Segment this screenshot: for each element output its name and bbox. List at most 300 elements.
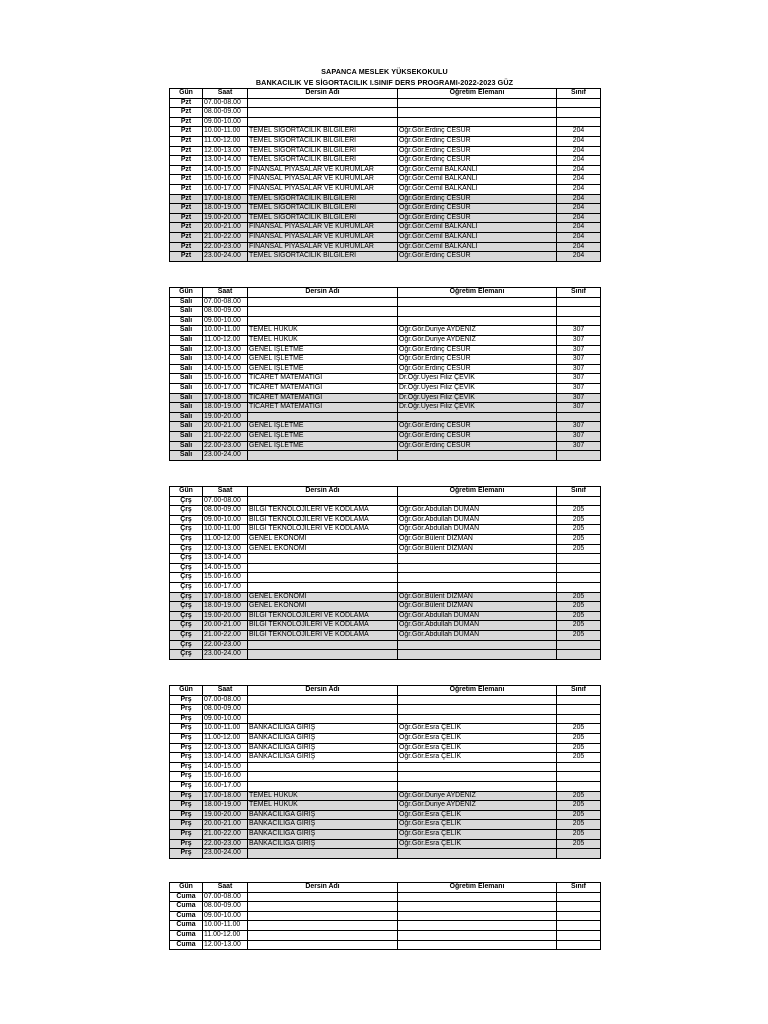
room-cell: 205: [557, 791, 601, 801]
instructor-cell: Öğr.Gör.Erdinç CESUR: [398, 213, 557, 223]
table-row: [170, 223, 601, 233]
day-cell: Salı: [170, 422, 203, 432]
time-cell: 19.00-20.00: [203, 810, 248, 820]
table-row: [170, 892, 601, 902]
time-cell: 19.00-20.00: [203, 213, 248, 223]
room-cell: 205: [557, 753, 601, 763]
table-row: [170, 136, 601, 146]
room-cell: [557, 640, 601, 650]
instructor-cell: Dr.Öğr.Üyesi Filiz ÇEVİK: [398, 393, 557, 403]
room-cell: 307: [557, 422, 601, 432]
time-cell: 09.00-10.00: [203, 515, 248, 525]
course-cell: TEMEL HUKUK: [248, 791, 398, 801]
course-cell: [248, 117, 398, 127]
day-cell: Cuma: [170, 921, 203, 931]
day-cell: Cuma: [170, 892, 203, 902]
day-cell: Prş: [170, 753, 203, 763]
table-row: [170, 573, 601, 583]
room-cell: 204: [557, 175, 601, 185]
course-cell: BİLGİ TEKNOLOJİLERİ VE KODLAMA: [248, 525, 398, 535]
day-cell: Salı: [170, 403, 203, 413]
schedule-table: [169, 486, 601, 660]
day-cell: Prş: [170, 714, 203, 724]
table-row: [170, 297, 601, 307]
course-cell: FİNANSAL PİYASALAR VE KURUMLAR: [248, 175, 398, 185]
room-cell: [557, 297, 601, 307]
instructor-cell: Öğr.Gör.Cemil BALKANLI: [398, 165, 557, 175]
table-row: [170, 506, 601, 516]
instructor-cell: [398, 940, 557, 950]
day-cell: Salı: [170, 316, 203, 326]
table-row: [170, 422, 601, 432]
time-cell: 23.00-24.00: [203, 252, 248, 262]
day-cell: Pzt: [170, 146, 203, 156]
time-cell: 13.00-14.00: [203, 753, 248, 763]
header-row: [170, 686, 601, 696]
course-cell: GENEL EKONOMİ: [248, 534, 398, 544]
room-cell: 307: [557, 383, 601, 393]
instructor-cell: Öğr.Gör.Esra ÇELİK: [398, 810, 557, 820]
room-cell: 204: [557, 156, 601, 166]
room-cell: [557, 582, 601, 592]
room-cell: 204: [557, 223, 601, 233]
time-cell: 08.00-09.00: [203, 307, 248, 317]
table-row: [170, 781, 601, 791]
course-cell: TEMEL SİGORTACILIK BİLGİLERİ: [248, 127, 398, 137]
instructor-cell: Öğr.Gör.Erdinç CESUR: [398, 422, 557, 432]
day-cell: Prş: [170, 743, 203, 753]
instructor-cell: [398, 563, 557, 573]
time-cell: 14.00-15.00: [203, 563, 248, 573]
time-cell: 12.00-13.00: [203, 743, 248, 753]
room-cell: 205: [557, 534, 601, 544]
room-cell: 205: [557, 506, 601, 516]
room-cell: [557, 714, 601, 724]
day-cell: Salı: [170, 326, 203, 336]
instructor-cell: [398, 705, 557, 715]
course-cell: [248, 297, 398, 307]
column-header: Gün: [170, 288, 203, 298]
time-cell: 17.00-18.00: [203, 592, 248, 602]
instructor-cell: Öğr.Gör.Erdinç CESUR: [398, 441, 557, 451]
time-cell: 20.00-21.00: [203, 422, 248, 432]
room-cell: 205: [557, 829, 601, 839]
room-cell: 205: [557, 515, 601, 525]
table-row: [170, 921, 601, 931]
room-cell: 205: [557, 525, 601, 535]
room-cell: 307: [557, 374, 601, 384]
time-cell: 17.00-18.00: [203, 194, 248, 204]
instructor-cell: [398, 911, 557, 921]
day-cell: Pzt: [170, 175, 203, 185]
course-cell: BANKACILIĞA GİRİŞ: [248, 829, 398, 839]
time-cell: 13.00-14.00: [203, 554, 248, 564]
instructor-cell: [398, 582, 557, 592]
time-cell: 17.00-18.00: [203, 393, 248, 403]
day-cell: Prş: [170, 733, 203, 743]
day-cell: Salı: [170, 441, 203, 451]
time-cell: 19.00-20.00: [203, 412, 248, 422]
course-cell: [248, 496, 398, 506]
instructor-cell: [398, 921, 557, 931]
day-cell: Çrş: [170, 582, 203, 592]
instructor-cell: [398, 640, 557, 650]
table-row: [170, 175, 601, 185]
room-cell: 204: [557, 165, 601, 175]
course-cell: FİNANSAL PİYASALAR VE KURUMLAR: [248, 242, 398, 252]
column-header: Saat: [203, 883, 248, 893]
time-cell: 10.00-11.00: [203, 127, 248, 137]
time-cell: 18.00-19.00: [203, 801, 248, 811]
course-cell: [248, 892, 398, 902]
course-cell: GENEL EKONOMİ: [248, 602, 398, 612]
course-cell: [248, 573, 398, 583]
instructor-cell: Öğr.Gör.Esra ÇELİK: [398, 724, 557, 734]
day-cell: Çrş: [170, 515, 203, 525]
room-cell: 205: [557, 839, 601, 849]
day-cell: Prş: [170, 801, 203, 811]
room-cell: 205: [557, 733, 601, 743]
instructor-cell: [398, 297, 557, 307]
day-cell: Prş: [170, 705, 203, 715]
room-cell: [557, 496, 601, 506]
time-cell: 13.00-14.00: [203, 355, 248, 365]
room-cell: [557, 940, 601, 950]
day-cell: Prş: [170, 820, 203, 830]
column-header: Gün: [170, 883, 203, 893]
course-cell: [248, 316, 398, 326]
room-cell: [557, 781, 601, 791]
time-cell: 12.00-13.00: [203, 345, 248, 355]
table-row: [170, 165, 601, 175]
table-row: [170, 431, 601, 441]
room-cell: 204: [557, 242, 601, 252]
time-cell: 09.00-10.00: [203, 117, 248, 127]
day-cell: Pzt: [170, 184, 203, 194]
course-cell: [248, 930, 398, 940]
day-cell: Pzt: [170, 117, 203, 127]
course-cell: TEMEL HUKUK: [248, 801, 398, 811]
course-cell: BİLGİ TEKNOLOJİLERİ VE KODLAMA: [248, 506, 398, 516]
course-cell: BANKACILIĞA GİRİŞ: [248, 743, 398, 753]
course-cell: GENEL İŞLETME: [248, 422, 398, 432]
day-cell: Çrş: [170, 630, 203, 640]
time-cell: 16.00-17.00: [203, 582, 248, 592]
time-cell: 16.00-17.00: [203, 184, 248, 194]
time-cell: 08.00-09.00: [203, 506, 248, 516]
day-cell: Salı: [170, 374, 203, 384]
course-cell: BANKACILIĞA GİRİŞ: [248, 753, 398, 763]
instructor-cell: Öğr.Gör.Erdinç CESUR: [398, 252, 557, 262]
time-cell: 16.00-17.00: [203, 383, 248, 393]
instructor-cell: [398, 98, 557, 108]
instructor-cell: Öğr.Gör.Duriye AYDENİZ: [398, 791, 557, 801]
column-header: Gün: [170, 686, 203, 696]
time-cell: 07.00-08.00: [203, 297, 248, 307]
instructor-cell: Öğr.Gör.Erdinç CESUR: [398, 345, 557, 355]
table-row: [170, 753, 601, 763]
day-cell: Salı: [170, 393, 203, 403]
room-cell: 205: [557, 743, 601, 753]
room-cell: [557, 451, 601, 461]
room-cell: [557, 921, 601, 931]
course-cell: [248, 695, 398, 705]
table-row: [170, 98, 601, 108]
day-cell: Cuma: [170, 940, 203, 950]
course-cell: TEMEL HUKUK: [248, 326, 398, 336]
instructor-cell: Öğr.Gör.Erdinç CESUR: [398, 431, 557, 441]
time-cell: 22.00-23.00: [203, 839, 248, 849]
time-cell: 07.00-08.00: [203, 695, 248, 705]
instructor-cell: Öğr.Gör.Duriye AYDENİZ: [398, 335, 557, 345]
table-row: [170, 611, 601, 621]
course-cell: TEMEL SİGORTACILIK BİLGİLERİ: [248, 213, 398, 223]
room-cell: [557, 117, 601, 127]
table-row: [170, 525, 601, 535]
course-cell: [248, 412, 398, 422]
day-cell: Çrş: [170, 554, 203, 564]
day-cell: Çrş: [170, 534, 203, 544]
course-cell: TİCARET MATEMATİĞİ: [248, 383, 398, 393]
time-cell: 08.00-09.00: [203, 705, 248, 715]
instructor-cell: Öğr.Gör.Esra ÇELİK: [398, 820, 557, 830]
room-cell: 205: [557, 602, 601, 612]
program-title: BANKACILIK VE SİGORTACILIK I.SINIF DERS PROGRAMI-2022-2023 GÜZ: [255, 78, 514, 87]
time-cell: 18.00-19.00: [203, 602, 248, 612]
room-cell: 205: [557, 820, 601, 830]
time-cell: 15.00-16.00: [203, 573, 248, 583]
table-row: [170, 849, 601, 859]
instructor-cell: Öğr.Gör.Esra ÇELİK: [398, 753, 557, 763]
column-header: Dersin Adı: [248, 883, 398, 893]
day-cell: Pzt: [170, 98, 203, 108]
course-cell: TEMEL SİGORTACILIK BİLGİLERİ: [248, 194, 398, 204]
table-row: [170, 640, 601, 650]
instructor-cell: Dr.Öğr.Üyesi Filiz ÇEVİK: [398, 383, 557, 393]
day-cell: Prş: [170, 724, 203, 734]
room-cell: 307: [557, 441, 601, 451]
instructor-cell: Öğr.Gör.Erdinç CESUR: [398, 146, 557, 156]
room-cell: [557, 892, 601, 902]
course-cell: [248, 563, 398, 573]
table-row: [170, 911, 601, 921]
room-cell: 205: [557, 801, 601, 811]
room-cell: 204: [557, 232, 601, 242]
room-cell: [557, 316, 601, 326]
table-row: [170, 252, 601, 262]
time-cell: 10.00-11.00: [203, 326, 248, 336]
instructor-cell: [398, 316, 557, 326]
course-cell: [248, 762, 398, 772]
table-row: [170, 829, 601, 839]
column-header: Dersin Adı: [248, 89, 398, 99]
day-cell: Çrş: [170, 621, 203, 631]
course-cell: [248, 307, 398, 317]
course-cell: TEMEL HUKUK: [248, 335, 398, 345]
time-cell: 07.00-08.00: [203, 892, 248, 902]
instructor-cell: [398, 554, 557, 564]
column-header: Sınıf: [557, 883, 601, 893]
table-row: [170, 930, 601, 940]
day-cell: Çrş: [170, 650, 203, 660]
course-cell: [248, 921, 398, 931]
table-row: [170, 412, 601, 422]
day-cell: Pzt: [170, 252, 203, 262]
header-row: [170, 89, 601, 99]
column-header: Sınıf: [557, 487, 601, 497]
time-cell: 21.00-22.00: [203, 232, 248, 242]
instructor-cell: [398, 307, 557, 317]
room-cell: [557, 98, 601, 108]
column-header: Öğretim Elemanı: [398, 89, 557, 99]
time-cell: 10.00-11.00: [203, 724, 248, 734]
time-cell: 08.00-09.00: [203, 108, 248, 118]
column-header: Sınıf: [557, 89, 601, 99]
course-cell: GENEL İŞLETME: [248, 345, 398, 355]
day-cell: Prş: [170, 849, 203, 859]
course-cell: [248, 554, 398, 564]
table-row: [170, 204, 601, 214]
room-cell: 205: [557, 592, 601, 602]
room-cell: [557, 412, 601, 422]
table-row: [170, 451, 601, 461]
day-cell: Çrş: [170, 506, 203, 516]
column-header: Öğretim Elemanı: [398, 883, 557, 893]
room-cell: 307: [557, 431, 601, 441]
schedule-table: [169, 88, 601, 262]
room-cell: [557, 772, 601, 782]
day-cell: Salı: [170, 335, 203, 345]
course-cell: [248, 849, 398, 859]
time-cell: 16.00-17.00: [203, 781, 248, 791]
table-row: [170, 117, 601, 127]
instructor-cell: Öğr.Gör.Erdinç CESUR: [398, 194, 557, 204]
instructor-cell: Öğr.Gör.Bülent DİZMAN: [398, 534, 557, 544]
table-row: [170, 902, 601, 912]
table-row: [170, 232, 601, 242]
instructor-cell: Öğr.Gör.Cemil BALKANLI: [398, 242, 557, 252]
course-cell: FİNANSAL PİYASALAR VE KURUMLAR: [248, 223, 398, 233]
table-row: [170, 146, 601, 156]
time-cell: 14.00-15.00: [203, 165, 248, 175]
course-cell: BANKACILIĞA GİRİŞ: [248, 820, 398, 830]
instructor-cell: Öğr.Gör.Erdinç CESUR: [398, 156, 557, 166]
course-cell: BANKACILIĞA GİRİŞ: [248, 733, 398, 743]
course-cell: FİNANSAL PİYASALAR VE KURUMLAR: [248, 232, 398, 242]
room-cell: [557, 849, 601, 859]
instructor-cell: [398, 930, 557, 940]
table-row: [170, 441, 601, 451]
day-cell: Pzt: [170, 127, 203, 137]
header-row: [170, 288, 601, 298]
instructor-cell: Öğr.Gör.Bülent DİZMAN: [398, 544, 557, 554]
course-cell: BANKACILIĞA GİRİŞ: [248, 839, 398, 849]
time-cell: 09.00-10.00: [203, 911, 248, 921]
instructor-cell: [398, 412, 557, 422]
time-cell: 09.00-10.00: [203, 316, 248, 326]
table-row: [170, 602, 601, 612]
time-cell: 15.00-16.00: [203, 374, 248, 384]
course-cell: FİNANSAL PİYASALAR VE KURUMLAR: [248, 184, 398, 194]
room-cell: 204: [557, 213, 601, 223]
column-header: Saat: [203, 487, 248, 497]
time-cell: 11.00-12.00: [203, 534, 248, 544]
room-cell: [557, 307, 601, 317]
table-row: [170, 563, 601, 573]
course-cell: [248, 714, 398, 724]
time-cell: 11.00-12.00: [203, 930, 248, 940]
day-cell: Prş: [170, 772, 203, 782]
instructor-cell: [398, 695, 557, 705]
course-cell: [248, 940, 398, 950]
column-header: Sınıf: [557, 686, 601, 696]
schedule-table: [169, 685, 601, 859]
instructor-cell: [398, 892, 557, 902]
table-row: [170, 772, 601, 782]
time-cell: 12.00-13.00: [203, 544, 248, 554]
day-cell: Pzt: [170, 136, 203, 146]
instructor-cell: [398, 849, 557, 859]
room-cell: 307: [557, 335, 601, 345]
time-cell: 10.00-11.00: [203, 525, 248, 535]
room-cell: [557, 902, 601, 912]
room-cell: [557, 930, 601, 940]
instructor-cell: [398, 496, 557, 506]
day-cell: Prş: [170, 810, 203, 820]
room-cell: [557, 762, 601, 772]
time-cell: 11.00-12.00: [203, 136, 248, 146]
instructor-cell: Öğr.Gör.Esra ÇELİK: [398, 829, 557, 839]
day-cell: Çrş: [170, 602, 203, 612]
instructor-cell: Öğr.Gör.Erdinç CESUR: [398, 127, 557, 137]
time-cell: 17.00-18.00: [203, 791, 248, 801]
room-cell: [557, 695, 601, 705]
table-row: [170, 592, 601, 602]
table-row: [170, 184, 601, 194]
table-row: [170, 630, 601, 640]
time-cell: 11.00-12.00: [203, 335, 248, 345]
day-cell: Prş: [170, 695, 203, 705]
instructor-cell: Öğr.Gör.Esra ÇELİK: [398, 733, 557, 743]
time-cell: 07.00-08.00: [203, 496, 248, 506]
time-cell: 11.00-12.00: [203, 733, 248, 743]
time-cell: 09.00-10.00: [203, 714, 248, 724]
room-cell: 307: [557, 345, 601, 355]
column-header: Gün: [170, 487, 203, 497]
time-cell: 13.00-14.00: [203, 156, 248, 166]
table-row: [170, 374, 601, 384]
day-cell: Salı: [170, 355, 203, 365]
instructor-cell: Öğr.Gör.Abdullah DUMAN: [398, 611, 557, 621]
time-cell: 21.00-22.00: [203, 829, 248, 839]
header-row: [170, 487, 601, 497]
instructor-cell: Öğr.Gör.Duriye AYDENİZ: [398, 326, 557, 336]
room-cell: 204: [557, 204, 601, 214]
time-cell: 08.00-09.00: [203, 902, 248, 912]
course-cell: [248, 640, 398, 650]
column-header: Öğretim Elemanı: [398, 487, 557, 497]
day-cell: Salı: [170, 297, 203, 307]
instructor-cell: Öğr.Gör.Cemil BALKANLI: [398, 175, 557, 185]
instructor-cell: Öğr.Gör.Erdinç CESUR: [398, 136, 557, 146]
column-header: Öğretim Elemanı: [398, 686, 557, 696]
instructor-cell: Öğr.Gör.Abdullah DUMAN: [398, 506, 557, 516]
day-cell: Prş: [170, 781, 203, 791]
instructor-cell: [398, 902, 557, 912]
day-cell: Çrş: [170, 496, 203, 506]
table-row: [170, 534, 601, 544]
time-cell: 21.00-22.00: [203, 630, 248, 640]
